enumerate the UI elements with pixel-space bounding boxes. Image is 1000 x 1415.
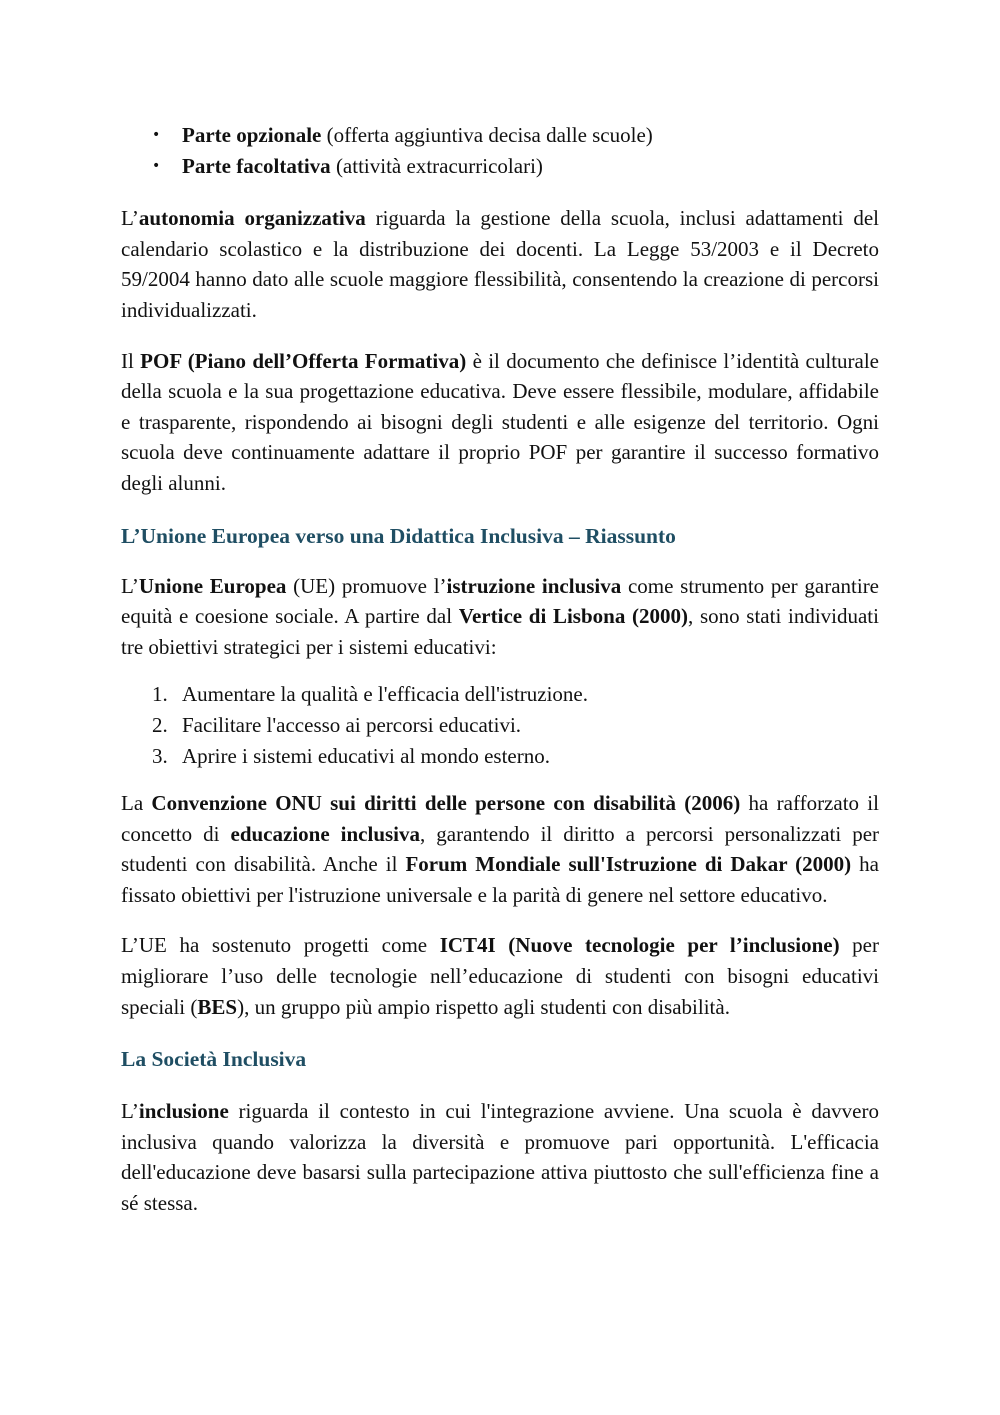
text-span: per migliorare l’uso delle tecnologie nell’educazione di studenti con bisogni educativi speciali ( [121,933,879,1019]
list-item-text: (attività extracurricolari) [330,153,543,178]
bold-term: BES [197,994,238,1019]
list-number: 1. [152,682,168,707]
bold-term: Unione Europea [138,573,287,598]
list-item-bold: Parte facoltativa [182,153,331,178]
text-span: riguarda il contesto in cui l'integrazione avviene. Una scuola è davvero inclusiva quando valorizza la diversità e promuove pari opportunità. L'efficacia dell'educazione deve basarsi sulla partecipazione attiva piuttosto che sull'efficienza fine a sé stessa. [121,1099,879,1216]
list-number: 3. [152,743,168,768]
text-span: , sono stati individuati tre obiettivi strategici per i sistemi educativi: [121,604,879,659]
list-number: 2. [152,712,168,737]
text-span: come strumento per garantire equità e coesione sociale. A partire dal [121,573,880,629]
paragraph-inclusione [121,1096,879,1218]
bold-term: educazione inclusiva [230,821,421,846]
objectives-list [121,679,879,771]
text-span: L’ [121,573,139,598]
bullet-icon: • [152,157,161,174]
list-item-text: Aprire i sistemi educativi al mondo esterno. [182,743,550,768]
bold-term: ICT4I (Nuove tecnologie per l’inclusione) [439,933,840,958]
text-span: ha rafforzato il concetto di [121,791,879,846]
bold-term: Forum Mondiale sull'Istruzione di Dakar (2000) [405,852,852,877]
list-item-bold: Parte opzionale [182,123,322,147]
list-item [121,741,879,772]
text-span: è il documento che definisce l’identità culturale della scuola e la sua progettazione educativa. Deve essere flessibile, modulare, affidabile e trasparente, rispondendo ai bisogni degli studenti e alle esigenze del territorio. Ogni scuola deve continuamente adattare il proprio POF per garantire il successo formativo degli alunni. [121,348,880,495]
text-span: riguarda la gestione della scuola, inclusi adattamenti del calendario scolastico e la distribuzione dei docenti. La Legge 53/2003 e il Decreto 59/2004 hanno dato alle scuole maggiore flessibilità, consentendo la creazione di percorsi individualizzati. [121,206,880,322]
text-span: L’ [121,206,139,231]
text-span: (UE) promuove l’ [286,573,447,598]
text-span: L’UE ha sostenuto progetti come [121,933,440,958]
list-item-text: Aumentare la qualità e l'efficacia dell'istruzione. [182,682,588,707]
paragraph-autonomia [121,203,879,325]
text-span: , garantendo il diritto a percorsi personalizzati per studenti con disabilità. Anche il [121,821,880,877]
bold-term: POF (Piano dell’Offerta Formativa) [140,348,467,373]
list-item-text: (offerta aggiuntiva decisa dalle scuole) [321,123,653,147]
section-heading-societa: La Società Inclusiva [121,1047,307,1072]
bold-term: autonomia organizzativa [138,206,366,231]
list-item [121,710,879,741]
list-item [121,151,879,182]
paragraph-ue [121,571,879,663]
text-span: Il [121,348,141,373]
section-heading-ue: L’Unione Europea verso una Didattica Inclusiva – Riassunto [121,523,676,548]
bold-term: inclusione [138,1099,229,1124]
text-span: L’ [121,1099,139,1124]
paragraph-pof [121,346,879,499]
curriculum-parts-list [121,120,879,181]
bold-term: Vertice di Lisbona (2000) [458,604,689,629]
paragraph-ict4i [121,930,879,1022]
list-item [121,120,879,151]
list-item [121,679,879,710]
text-span: ha fissato obiettivi per l'istruzione universale e la parità di genere nel settore educativo. [121,852,879,907]
bold-term: Convenzione ONU sui diritti delle persone con disabilità (2006) [151,791,741,816]
document-page [121,120,879,1219]
list-item-text: Facilitare l'accesso ai percorsi educativi. [182,712,522,737]
bold-term: istruzione inclusiva [446,573,622,598]
text-span: ), un gruppo più ampio rispetto agli studenti con disabilità. [237,994,730,1019]
text-span: La [121,791,152,816]
bullet-icon: • [152,127,161,143]
paragraph-onu [121,788,879,910]
